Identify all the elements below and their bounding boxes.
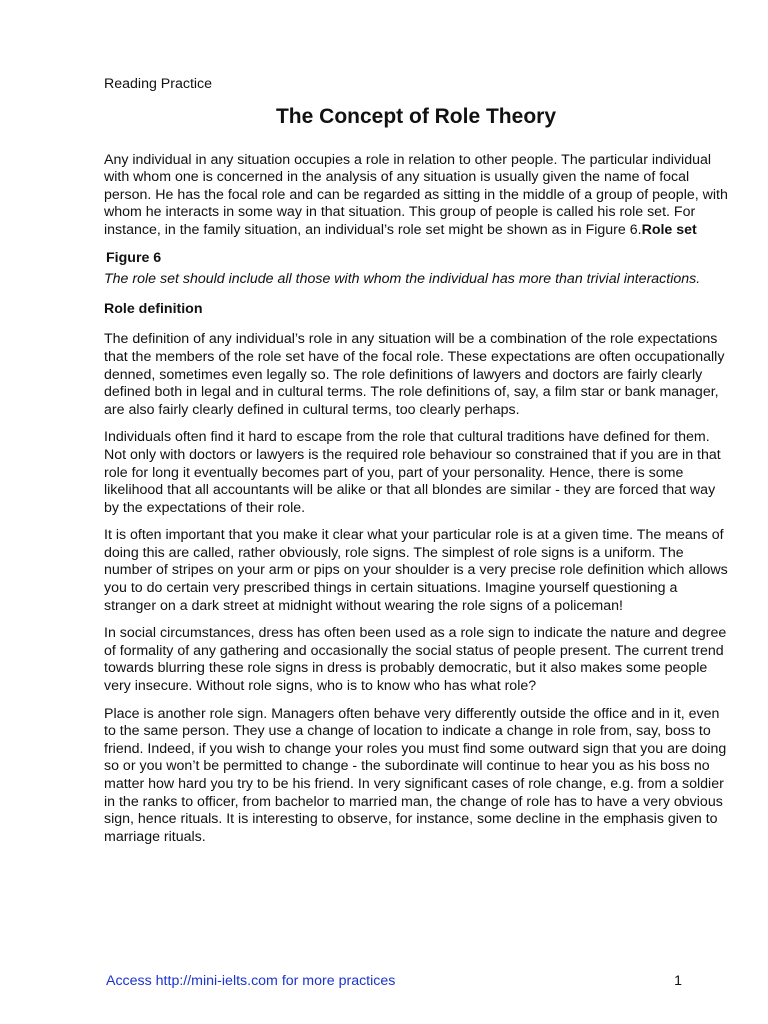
intro-text: Any individual in any situation occupies a role in relation to other people. The particular individual with whom one is concerned in the analysis of any situation is usually given the name of focal person. He has the focal role and can be regarded as sitting in the middle of a group of people, with whom he interacts in some way in that situation. This group of people is called his role set. For instance, in the family situation, an individual’s role set might be shown as in Figure 6. (104, 151, 728, 238)
body-paragraph-1: The definition of any individual’s role in any situation will be a combination of the role expectations that the members of the role set have of the focal role. These expectations are often occupationally denned, sometimes even legally so. The role definitions of lawyers and doctors are fairly clearly defined both in legal and in cultural terms. The role definitions of, say, a film star or bank manager, are also fairly clearly defined in cultural terms, too clearly perhaps. (104, 331, 725, 418)
page-title: The Concept of Role Theory (275, 104, 556, 128)
page-number: 1 (674, 973, 682, 989)
intro-paragraph (104, 152, 728, 240)
document-page (104, 76, 728, 856)
figure-caption: The role set should include all those with whom the individual has more than trivial interactions. (104, 271, 701, 288)
footer-link[interactable]: Access http://mini-ielts.com for more practices (106, 973, 396, 989)
page-footer (106, 972, 682, 990)
role-set-heading: Role set (641, 221, 697, 238)
section-heading: Role definition (104, 300, 203, 317)
body-paragraph-4: In social circumstances, dress has often been used as a role sign to indicate the nature and degree of formality of any gathering and occasionally the social status of people present. The current trend towards blurring these role signs in dress is probably democratic, but it also makes some people very insecure. Without role signs, who is to know who has what role? (104, 625, 727, 695)
body-paragraph-3: It is often important that you make it clear what your particular role is at a given time. The means of doing this are called, rather obviously, role signs. The simplest of role signs is a uniform. The number of stripes on your arm or pips on your shoulder is a very precise role definition which allows you to do certain very prescribed things in certain situations. Imagine yourself questioning a stranger on a dark street at midnight without wearing the role signs of a policeman! (104, 527, 728, 614)
header-label: Reading Practice (104, 76, 213, 92)
body-paragraph-2: Individuals often find it hard to escape from the role that cultural traditions have defined for them. Not only with doctors or lawyers is the required role behaviour so constrained that if you are in that role for long it eventually becomes part of you, part of your personality. Hence, there is some likelihood that all accountants will be alike or that all blondes are similar - they are forced that way by the expectations of their role. (104, 429, 721, 516)
body-paragraph-5: Place is another role sign. Managers often behave very differently outside the office and in it, even to the same person. They use a change of location to indicate a change in role from, say, boss to friend. Indeed, if you wish to change your roles you must find some outward sign that you are doing so or you won’t be permitted to change - the subordinate will continue to hear you as his boss no matter how hard you try to be his friend. In very significant cases of role change, e.g. from a soldier in the ranks to officer, from bachelor to married man, the change of role has to have a very obvious sign, hence rituals. It is interesting to observe, for instance, some decline in the emphasis given to marriage rituals. (104, 705, 727, 845)
figure-label: Figure 6 (106, 249, 162, 266)
